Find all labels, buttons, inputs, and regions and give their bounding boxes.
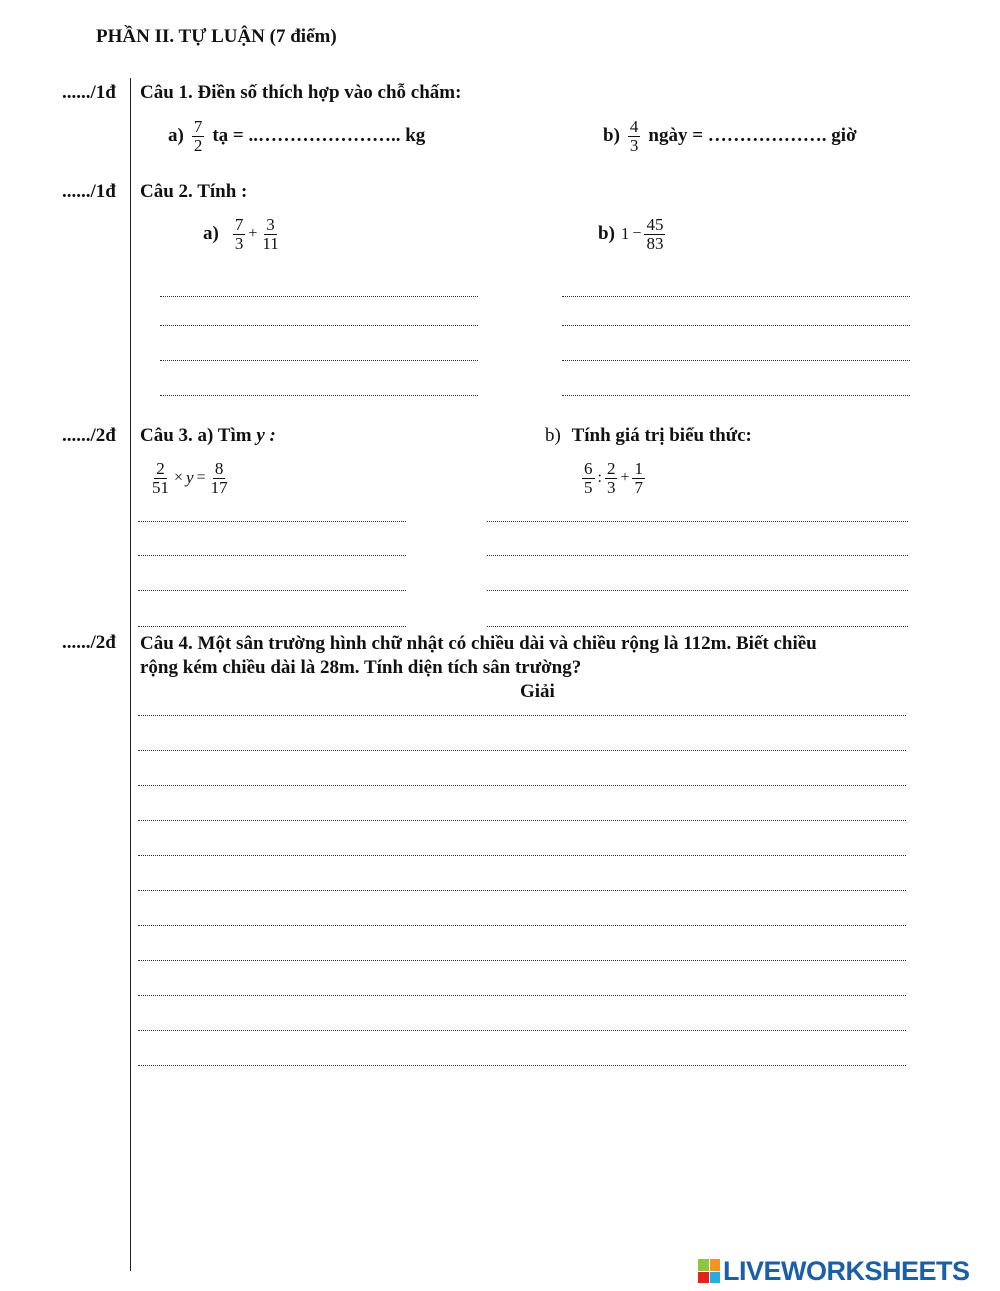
liveworksheets-logo-text: LIVEWORKSHEETS <box>723 1255 970 1286</box>
q1-a-fraction <box>192 118 205 155</box>
liveworksheets-logo[interactable] <box>698 1256 970 1286</box>
q4-score: ....../2đ <box>62 632 116 653</box>
q2-b-den: 83 <box>646 233 664 253</box>
q4-solution-label: Giải <box>520 681 555 702</box>
q3-a-f1-den: 51 <box>152 477 169 497</box>
q3-a-f2-num: 8 <box>214 459 224 478</box>
answer-line[interactable] <box>487 626 908 627</box>
q1-b-denominator: 3 <box>629 135 639 155</box>
answer-line[interactable] <box>138 1065 906 1066</box>
q2-a-label: a) <box>203 223 219 245</box>
q3-score: ....../2đ <box>62 425 116 446</box>
q1-part-b <box>603 118 857 155</box>
answer-line[interactable] <box>138 820 906 821</box>
q3-b-f3-den: 7 <box>634 477 643 497</box>
q1-score: ....../1đ <box>62 82 116 103</box>
q2-b-label: b) <box>598 223 615 245</box>
answer-line[interactable] <box>562 395 910 396</box>
q2-b-expression <box>621 216 666 253</box>
q1-b-numerator: 4 <box>629 117 639 136</box>
q2-score: ....../1đ <box>62 181 116 202</box>
q3-a-f2-den: 17 <box>210 477 228 497</box>
q3-a-expression <box>150 460 230 497</box>
q3-b-f2-num: 2 <box>606 459 616 478</box>
q3-a-var: y <box>186 468 194 488</box>
answer-line[interactable] <box>160 360 478 361</box>
q3-b-heading: Tính giá trị biểu thức: <box>571 425 752 446</box>
q4-line-1: Câu 4. Một sân trường hình chữ nhật có chiều dài và chiều rộng là 112m. Biết chiều <box>140 633 817 654</box>
q2-b-num: 45 <box>646 215 664 234</box>
q3-b-f3-num: 1 <box>634 459 643 478</box>
answer-line[interactable] <box>487 521 908 522</box>
q4-line-2: rộng kém chiều dài là 28m. Tính diện tích sân trường? <box>140 657 582 678</box>
answer-line[interactable] <box>562 360 910 361</box>
q1-a-numerator: 7 <box>193 117 203 136</box>
answer-line[interactable] <box>562 325 910 326</box>
q2-b-minus: − <box>632 225 642 243</box>
liveworksheets-logo-icon <box>698 1259 720 1283</box>
answer-line[interactable] <box>138 555 406 556</box>
answer-line[interactable] <box>562 296 910 297</box>
q3-b-f2-den: 3 <box>606 477 616 497</box>
q2-a-expression <box>233 216 281 253</box>
q3-title-var: y : <box>256 425 276 446</box>
q2-a-plus: + <box>248 225 258 243</box>
q1-b-fraction <box>628 118 641 155</box>
q1-a-label: a) <box>168 125 184 147</box>
q2-part-a <box>203 216 281 253</box>
answer-line[interactable] <box>138 590 406 591</box>
q3-b-f1-num: 6 <box>584 459 593 478</box>
answer-line[interactable] <box>160 325 478 326</box>
margin-divider <box>130 78 131 1271</box>
answer-line[interactable] <box>138 521 406 522</box>
q1-title: Câu 1. Điền số thích hợp vào chỗ chấm: <box>140 82 462 103</box>
answer-line[interactable] <box>160 296 478 297</box>
q2-part-b <box>598 216 665 253</box>
q3-b-expression <box>582 460 645 497</box>
answer-line[interactable] <box>138 1030 906 1031</box>
q2-a-f1-num: 7 <box>234 215 244 234</box>
q3-title-prefix: Câu 3. a) Tìm <box>140 425 252 446</box>
q1-a-denominator: 2 <box>193 135 203 155</box>
q1-part-a <box>168 118 425 155</box>
q4-question <box>140 632 817 680</box>
answer-line[interactable] <box>138 890 906 891</box>
q2-a-f1-den: 3 <box>234 233 244 253</box>
q2-title: Câu 2. Tính : <box>140 181 248 202</box>
answer-line[interactable] <box>138 855 906 856</box>
q3-title <box>140 425 276 447</box>
q1-a-blank[interactable]: tạ = ..………………….. kg <box>212 125 426 147</box>
q2-b-whole: 1 <box>620 224 630 244</box>
answer-line[interactable] <box>138 925 906 926</box>
q3-a-equals: = <box>196 469 206 487</box>
answer-line[interactable] <box>138 750 906 751</box>
answer-line[interactable] <box>138 715 906 716</box>
q3-b-title <box>545 425 752 447</box>
q3-a-times: × <box>174 469 184 487</box>
q3-a-f1-num: 2 <box>156 459 165 478</box>
q3-b-f1-den: 5 <box>584 477 593 497</box>
section-title: PHẦN II. TỰ LUẬN (7 điểm) <box>96 26 337 47</box>
q2-a-f2-num: 3 <box>266 215 275 234</box>
answer-line[interactable] <box>160 395 478 396</box>
q1-b-blank[interactable]: ngày = ………………. giờ <box>648 125 857 147</box>
answer-line[interactable] <box>487 555 908 556</box>
answer-line[interactable] <box>138 995 906 996</box>
q1-b-label: b) <box>603 125 620 147</box>
answer-line[interactable] <box>138 626 406 627</box>
q2-a-f2-den: 11 <box>262 233 279 253</box>
answer-line[interactable] <box>138 785 906 786</box>
q3-b-label: b) <box>545 425 561 446</box>
q3-b-plus: + <box>620 469 630 487</box>
q3-b-divide: : <box>597 469 602 487</box>
answer-line[interactable] <box>138 960 906 961</box>
answer-line[interactable] <box>487 590 908 591</box>
